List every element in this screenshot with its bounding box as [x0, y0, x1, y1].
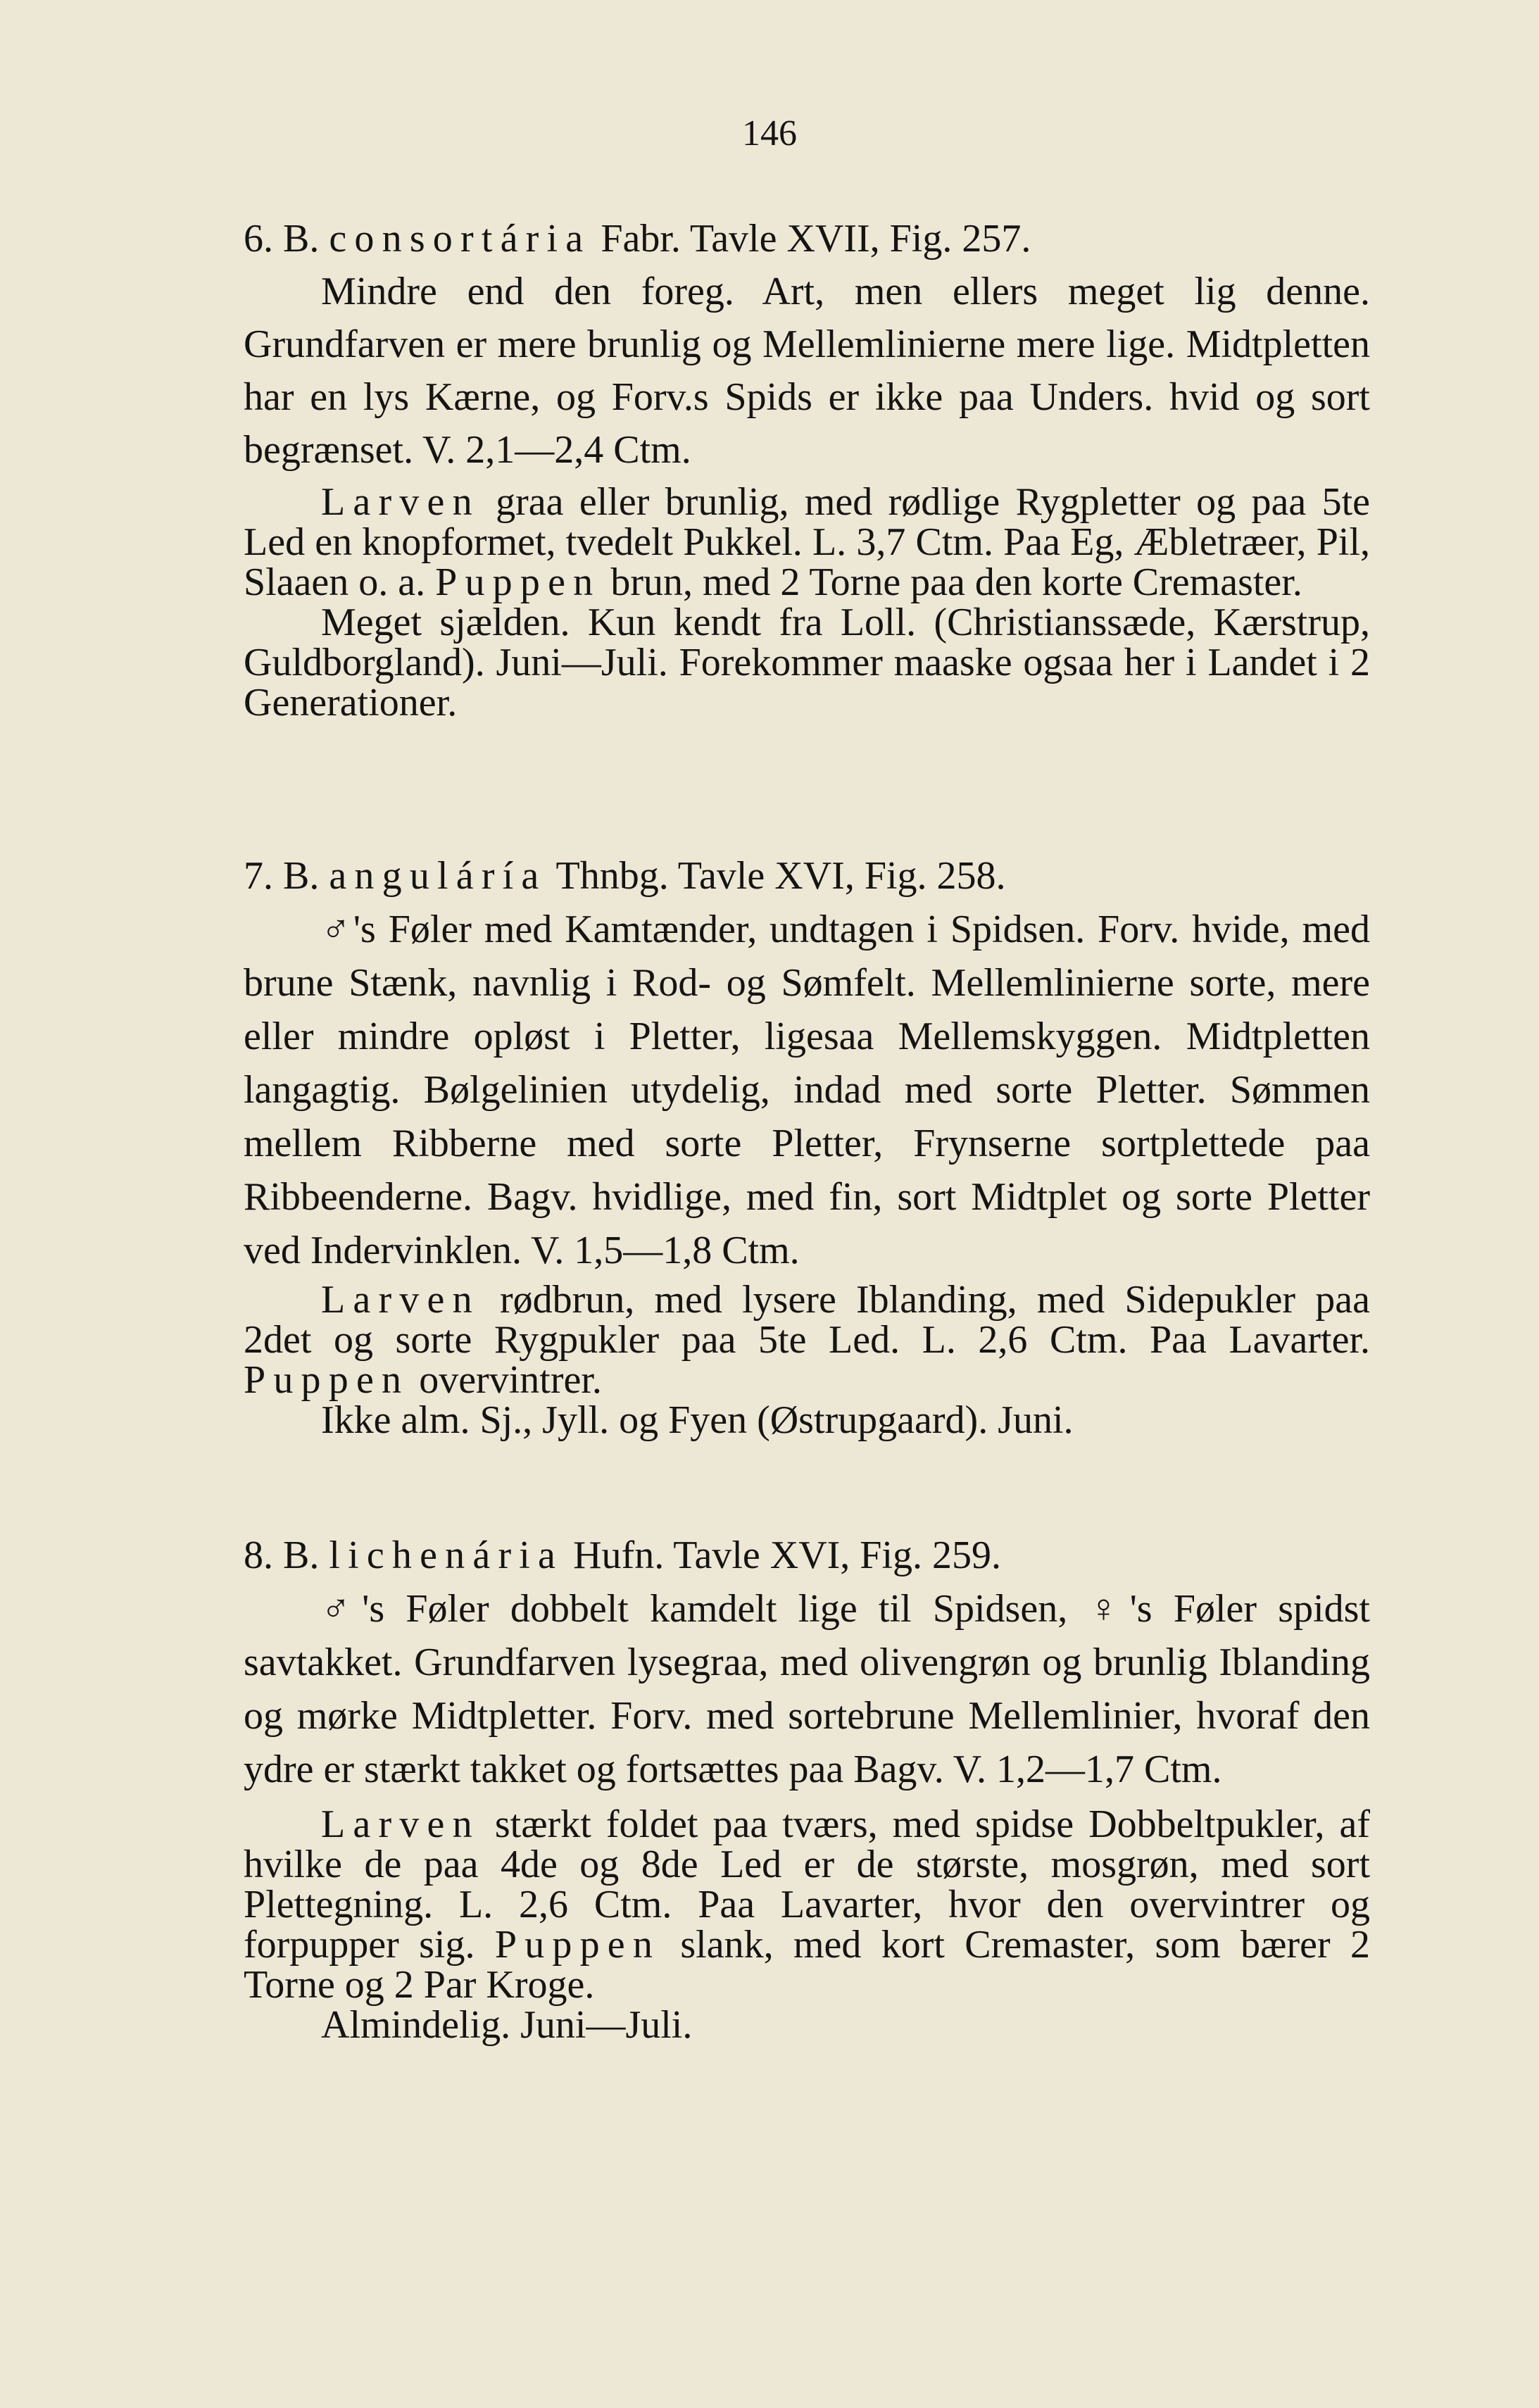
- pupa-label: Puppen: [435, 560, 601, 604]
- species-name: anguláría: [329, 854, 547, 898]
- species-entry: [244, 850, 1370, 1441]
- larva-description: [244, 1802, 1370, 2007]
- plate-reference: Tavle XVI, Fig. 259.: [673, 1534, 1002, 1577]
- entry-number: 6.: [244, 217, 273, 261]
- entry-number: 7.: [244, 854, 273, 898]
- larva-label: Larven: [321, 480, 480, 524]
- species-entry: [244, 213, 1370, 723]
- pupa-text: slank, med kort Cremaster, som bærer 2 Torne og 2 Par Kroge.: [244, 1923, 1370, 2007]
- occurrence-text: Ikke alm. Sj., Jyll. og Fyen (Østrupgaard). Juni.: [321, 1398, 1074, 1442]
- plate-reference: Tavle XVII, Fig. 257.: [689, 217, 1031, 261]
- imago-description: Mindre end den foreg. Art, men ellers meget lig denne. Grundfarven er mere brunlig og Mellemlinierne mere lige. Midtpletten har en lys Kærne, og Forv.s Spids er ikke paa Unders. hvid og sort begrænset. V. 2,1—2,4 Ctm.: [244, 270, 1370, 472]
- pupa-label: Puppen: [244, 1358, 410, 1402]
- genus-abbrev: B.: [283, 1534, 320, 1577]
- larva-description: [244, 1280, 1370, 1400]
- entry-heading: [244, 213, 1370, 265]
- occurrence-text: Almindelig. Juni—Juli.: [321, 2003, 693, 2047]
- genus-abbrev: B.: [283, 854, 320, 898]
- plate-reference: Tavle XVI, Fig. 258.: [677, 854, 1006, 898]
- page-number: 146: [742, 113, 797, 153]
- imago-description: ♂'s Føler dobbelt kamdelt lige til Spidsen, ♀'s Føler spidst savtakket. Grundfarven lysegraa, med olivengrøn og brunlig Iblanding og mørke Midtpletter. Forv. med sortebrune Mellemlinier, hvoraf den ydre er stærkt takket og fortsættes paa Bagv. V. 1,2—1,7 Ctm.: [244, 1587, 1370, 1791]
- species-author: Hufn.: [573, 1534, 665, 1577]
- pupa-text: brun, med 2 Torne paa den korte Cremaster.: [610, 560, 1302, 604]
- pupa-label: Puppen: [494, 1923, 661, 1967]
- larva-text: graa eller brunlig, med rødlige Rygpletter og paa 5te Led en knopformet, tvedelt Pukkel. L. 3,7 Ctm. Paa Eg, Æbletræer, Pil, Slaaen o. a.: [244, 480, 1371, 604]
- larva-label: Larven: [321, 1278, 480, 1322]
- imago-description: ♂'s Føler med Kamtænder, undtagen i Spidsen. Forv. hvide, med brune Stænk, navnlig i Rod- og Sømfelt. Mellemlinierne sorte, mere eller mindre opløst i Pletter, ligesaa Mellemskyggen. Midtpletten langagtig. Bølgelinien utydelig, indad med sorte Pletter. Sømmen mellem Ribberne med sorte Pletter, Frynserne sortplettede paa Ribbeenderne. Bagv. hvidlige, med fin, sort Midtplet og sorte Pletter ved Indervinklen. V. 1,5—1,8 Ctm.: [244, 908, 1370, 1272]
- entry-heading: [244, 850, 1370, 903]
- species-name: lichenária: [329, 1534, 564, 1577]
- entry-number: 8.: [244, 1534, 273, 1577]
- species-author: Fabr.: [601, 217, 681, 261]
- pupa-text: overvintrer.: [419, 1358, 602, 1402]
- species-entry: [244, 1529, 1370, 2045]
- occurrence-text: Meget sjælden. Kun kendt fra Loll. (Christianssæde, Kærstrup, Guldborgland). Juni—Juli. Forekommer maaske ogsaa her i Landet i 2 Generationer.: [244, 601, 1370, 725]
- species-name: consortária: [329, 217, 591, 261]
- larva-label: Larven: [321, 1802, 480, 1846]
- entry-heading: [244, 1529, 1370, 1582]
- larva-description: [244, 482, 1370, 603]
- genus-abbrev: B.: [283, 217, 320, 261]
- species-author: Thnbg.: [555, 854, 669, 898]
- larva-text: rødbrun, med lysere Iblanding, med Sidepukler paa 2det og sorte Rygpukler paa 5te Led. L. 2,6 Ctm. Paa Lavarter.: [244, 1278, 1370, 1362]
- larva-text: stærkt foldet paa tværs, med spidse Dobbeltpukler, af hvilke de paa 4de og 8de Led er de største, mosgrøn, med sort Plettegning. L. 2,6 Ctm. Paa Lavarter, hvor den overvintrer og forpupper sig.: [244, 1802, 1370, 1967]
